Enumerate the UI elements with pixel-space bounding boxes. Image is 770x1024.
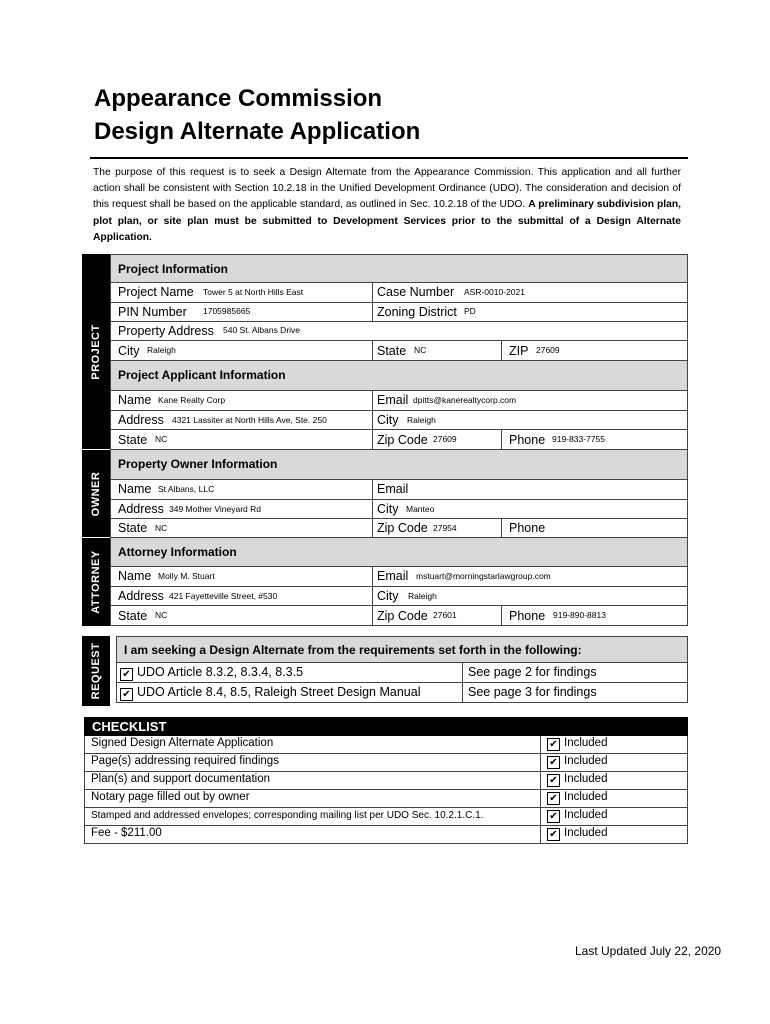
request-2-checkbox[interactable]: ✔ [120,688,133,701]
owner-city-label: City [377,502,399,516]
title-line-1: Appearance Commission [94,85,383,112]
request-sidebar-label: REQUEST [90,642,102,700]
checklist-row-5 [84,808,688,826]
attorney-name-label: Name [118,569,152,583]
checklist-row-4 [84,790,688,808]
owner-email-label: Email [377,482,409,496]
state-field[interactable]: NC [414,345,427,355]
checklist-row-6 [84,826,688,844]
checklist-row-3 [84,772,688,790]
owner-city-field[interactable]: Manteo [406,504,435,514]
owner-address-field[interactable]: 349 Mother Vineyard Rd [169,504,261,514]
owner-name-field[interactable]: St Albans, LLC [158,484,215,494]
checklist-item-5: Stamped and addressed envelopes; corresponding mailing list per UDO Sec. 10.2.1.C.1. [91,810,484,821]
attorney-address-label: Address [118,589,164,603]
intro-paragraph [93,165,681,246]
project-name-label: Project Name [118,285,194,299]
checklist-6-checkbox[interactable]: ✔ [547,828,560,841]
applicant-state-field[interactable]: NC [155,434,168,444]
applicant-zip-field[interactable]: 27609 [433,434,457,444]
applicant-row-name [110,391,688,411]
attorney-state-field[interactable]: NC [155,610,168,620]
applicant-row-state [110,430,688,450]
project-row-name [110,283,688,303]
intro-text: The purpose of this request is to seek a Design Alternate from the Appearance Commission. This application and all further action shall be consistent with Section 10.2.18 in the Unified Development Ordinance (UDO). The consideration and decision of this request shall be based on the applicable standard, as outlined in Sec. 10.2.18 of the UDO. [93,167,681,211]
applicant-email-field[interactable]: dpitts@kanerealtycorp.com [413,395,517,405]
city-label: City [118,344,140,358]
attorney-info-header: Attorney Information [110,538,688,567]
owner-state-field[interactable]: NC [155,523,168,533]
city-field[interactable]: Raleigh [147,345,176,355]
project-row-pin [110,303,688,322]
attorney-city-field[interactable]: Raleigh [408,591,437,601]
title-divider [90,157,688,159]
applicant-zip-label: Zip Code [377,433,428,447]
zoning-label: Zoning District [377,305,457,319]
attorney-name-field[interactable]: Molly M. Stuart [158,571,215,581]
checklist-6-status: Included [564,827,608,839]
case-number-field[interactable]: ASR-0010-2021 [464,287,525,297]
title-line-2: Design Alternate Application [94,118,421,145]
applicant-name-field[interactable]: Kane Realty Corp [158,395,226,405]
project-row-city [110,341,688,361]
owner-address-label: Address [118,502,164,516]
owner-state-label: State [118,521,148,535]
checklist-item-4: Notary page filled out by owner [91,791,250,803]
project-info-header: Project Information [110,254,688,283]
attorney-zip-field[interactable]: 27601 [433,610,457,620]
owner-info-header: Property Owner Information [110,450,688,480]
owner-zip-field[interactable]: 27954 [433,523,457,533]
state-label: State [377,344,407,358]
request-1-note: See page 2 for findings [468,665,597,679]
project-sidebar-label: PROJECT [90,323,102,380]
attorney-row-name [110,567,688,587]
checklist-3-status: Included [564,773,608,785]
request-row-2 [116,683,688,703]
checklist-3-checkbox[interactable]: ✔ [547,774,560,787]
owner-row-name [110,480,688,500]
applicant-city-field[interactable]: Raleigh [407,415,436,425]
applicant-email-label: Email [377,393,409,407]
attorney-city-label: City [377,589,399,603]
property-address-field[interactable]: 540 St. Albans Drive [223,325,301,335]
applicant-phone-label: Phone [509,433,546,447]
owner-name-label: Name [118,482,152,496]
applicant-info-header: Project Applicant Information [110,361,688,391]
applicant-address-label: Address [118,413,164,427]
applicant-phone-field[interactable]: 919-833-7755 [552,434,605,444]
request-1-item: UDO Article 8.3.2, 8.3.4, 8.3.5 [137,665,304,679]
request-2-item: UDO Article 8.4, 8.5, Raleigh Street Design Manual [137,685,421,699]
owner-phone-label: Phone [509,521,546,535]
request-2-note: See page 3 for findings [468,685,597,699]
checklist-5-checkbox[interactable]: ✔ [547,810,560,823]
checklist-row-1 [84,736,688,754]
owner-row-state [110,519,688,538]
case-number-label: Case Number [377,285,455,299]
owner-sidebar-label: OWNER [90,471,102,516]
project-row-address [110,322,688,341]
applicant-city-label: City [377,413,399,427]
request-1-checkbox[interactable]: ✔ [120,668,133,681]
attorney-sidebar-label: ATTORNEY [90,550,102,614]
checklist-row-2 [84,754,688,772]
checklist-4-status: Included [564,791,608,803]
applicant-name-label: Name [118,393,152,407]
checklist-header: CHECKLIST [84,717,688,736]
attorney-phone-label: Phone [509,609,546,623]
attorney-state-label: State [118,609,148,623]
property-address-label: Property Address [118,324,214,338]
attorney-phone-field[interactable]: 919-890-8813 [553,610,606,620]
checklist-2-status: Included [564,755,608,767]
checklist-item-3: Plan(s) and support documentation [91,773,270,785]
checklist-1-checkbox[interactable]: ✔ [547,738,560,751]
checklist-4-checkbox[interactable]: ✔ [547,792,560,805]
attorney-address-field[interactable]: 421 Fayetteville Street, #530 [169,591,278,601]
attorney-zip-label: Zip Code [377,609,428,623]
attorney-email-label: Email [377,569,409,583]
zip-field[interactable]: 27609 [536,345,560,355]
attorney-row-address [110,587,688,606]
checklist-item-2: Page(s) addressing required findings [91,755,279,767]
attorney-email-field[interactable]: mstuart@morningstarlawgroup.com [416,571,551,581]
zip-label: ZIP [509,344,529,358]
checklist-item-1: Signed Design Alternate Application [91,737,274,749]
owner-row-address [110,500,688,519]
checklist-item-6: Fee - $211.00 [91,827,162,839]
checklist-2-checkbox[interactable]: ✔ [547,756,560,769]
page-title [94,82,420,148]
pin-label: PIN Number [118,305,187,319]
attorney-row-state [110,606,688,626]
project-name-field[interactable]: Tower 5 at North Hills East [203,287,304,297]
applicant-address-field[interactable]: 4321 Lassiter at North Hills Ave, Ste. 250 [172,415,327,425]
request-row-1 [116,663,688,683]
pin-field[interactable]: 1705985665 [203,306,251,316]
applicant-row-address [110,411,688,430]
applicant-state-label: State [118,433,148,447]
owner-zip-label: Zip Code [377,521,428,535]
last-updated: Last Updated July 22, 2020 [575,944,722,958]
request-header: I am seeking a Design Alternate from the requirements set forth in the following: [116,636,688,663]
intro-bold-text: A preliminary subdivision plan, plot plan, or site plan must be submitted to Development Services prior to the submittal of a Design Alternate Application. [93,199,681,243]
checklist-5-status: Included [564,809,608,821]
zoning-field[interactable]: PD [464,306,476,316]
checklist-1-status: Included [564,737,608,749]
